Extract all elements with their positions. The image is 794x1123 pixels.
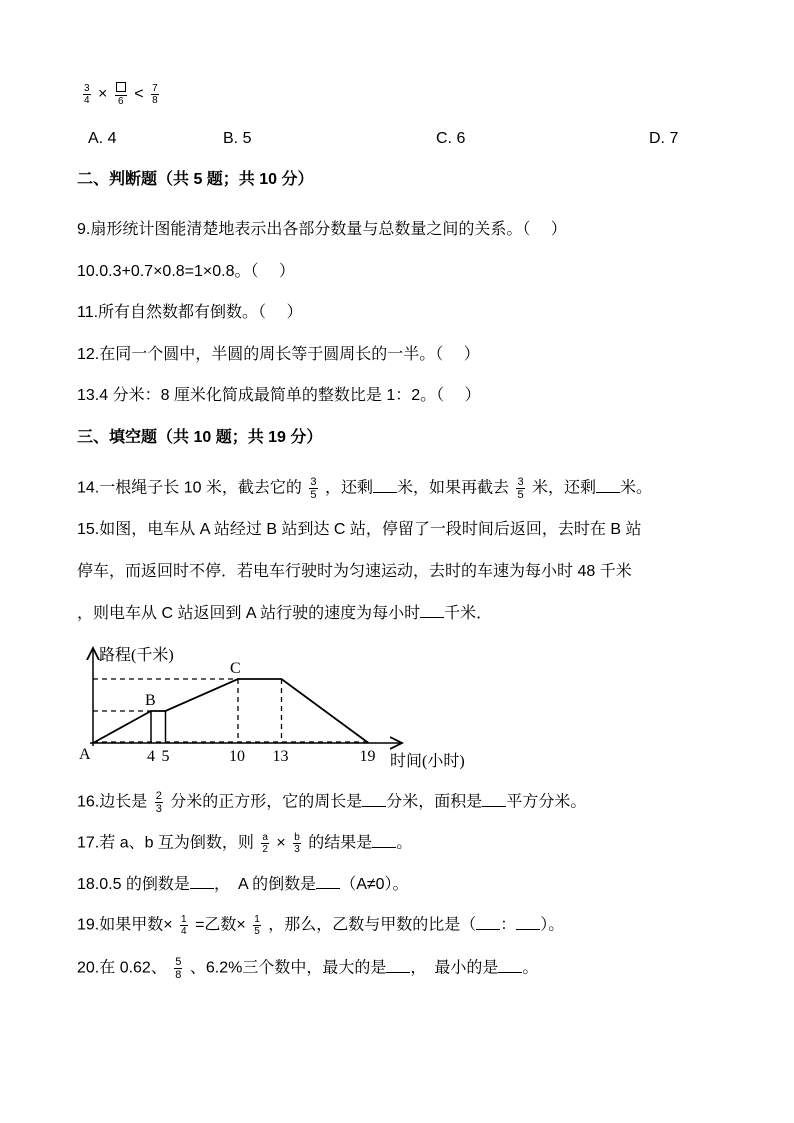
option-b: B. 5 [223, 130, 252, 147]
question-10: 10.0.3+0.7×0.8=1×0.8。（ ） [77, 263, 295, 280]
option-d: D. 7 [649, 130, 679, 147]
x-tick-label: 10 [229, 748, 245, 765]
question-17: 17.若 a、b 互为倒数，则 $\frac{a}{2}$ × $\frac{b}{3}$ 的结果是 。 [77, 832, 413, 855]
answer-blank[interactable] [482, 792, 506, 807]
question-19: 19.如果甲数× $\frac{1}{4}$ =乙数× $\frac{1}{5}$ ，那么，乙数与甲数的比是（ ： ）。 [77, 914, 565, 937]
answer-blank[interactable] [372, 833, 396, 848]
times-sign: × [98, 85, 108, 103]
fraction: $\frac{7}{8}$ [152, 83, 158, 106]
x-tick-label: 4 [147, 748, 155, 765]
less-than-sign: < [134, 85, 144, 103]
chart-dashed-guides [93, 679, 369, 743]
answer-blank[interactable] [596, 478, 620, 493]
answer-blank[interactable] [516, 915, 540, 930]
distance-line [93, 679, 369, 743]
fraction: $\frac{3}{4}$ [84, 83, 90, 106]
y-axis-label: 路程(千米) [99, 647, 174, 664]
option-a: A. 4 [88, 130, 117, 147]
answer-blank[interactable] [386, 958, 410, 973]
answer-blank[interactable] [373, 478, 397, 493]
x-tick-label: 19 [359, 748, 376, 765]
answer-blank[interactable] [362, 792, 386, 807]
point-label-a: A [79, 746, 91, 763]
answer-blank[interactable] [476, 915, 500, 930]
question-16: 16.边长是 $\frac{2}{3}$ 分米的正方形，它的周长是 分米，面积是 平方分米。 [77, 790, 587, 815]
option-c: C. 6 [436, 130, 466, 147]
question-14: 14.一根绳子长 10 米，截去它的 $\frac{3}{5}$ ，还剩 米，如果再截去 $\frac{3}{5}$ 米，还剩 米。 [77, 476, 653, 501]
question-15-line-3: ，则电车从 C 站返回到 A 站行驶的速度为每小时 千米． [77, 605, 493, 622]
section-heading-fill: 三、填空题（共 10 题；共 19 分） [77, 429, 323, 446]
x-axis-label: 时间(小时) [390, 753, 465, 770]
question-18: 18.0.5 的倒数是 ， A 的倒数是 （A≠0）。 [77, 876, 409, 893]
point-label-c: C [230, 660, 241, 677]
fraction-with-box: 6 [115, 82, 127, 107]
question-11: 11.所有自然数都有倒数。（ ） [77, 304, 303, 321]
answer-blank[interactable] [420, 603, 444, 618]
x-tick-label: 5 [161, 748, 170, 765]
section-heading-judgement: 二、判断题（共 5 题；共 10 分） [77, 171, 314, 188]
question-20: 20.在 0.62、 $\frac{5}{8}$ 、6.2%三个数中，最大的是 ， 最小的是 。 [77, 956, 539, 981]
question-12: 12.在同一个圆中，半圆的周长等于圆周长的一半。（ ） [77, 346, 480, 363]
question-15-line-2: 停车，而返回时不停．若电车行驶时为匀速运动，去时的车速为每小时 48 千米 [77, 563, 632, 580]
top-expression [80, 82, 162, 107]
blank-box-icon [116, 82, 126, 92]
answer-blank[interactable] [498, 958, 522, 973]
x-tick-label: 13 [272, 748, 289, 765]
point-label-b: B [145, 692, 156, 709]
question-13: 13.4 分米：8 厘米化简成最简单的整数比是 1：2。（ ） [77, 387, 481, 404]
answer-blank[interactable] [316, 874, 340, 889]
question-9: 9.扇形统计图能清楚地表示出各部分数量与总数量之间的关系。（ ） [77, 221, 567, 238]
answer-blank[interactable] [190, 874, 214, 889]
question-15-line-1: 15.如图，电车从 A 站经过 B 站到达 C 站，停留了一段时间后返回，去时在 B 站 [77, 521, 642, 538]
